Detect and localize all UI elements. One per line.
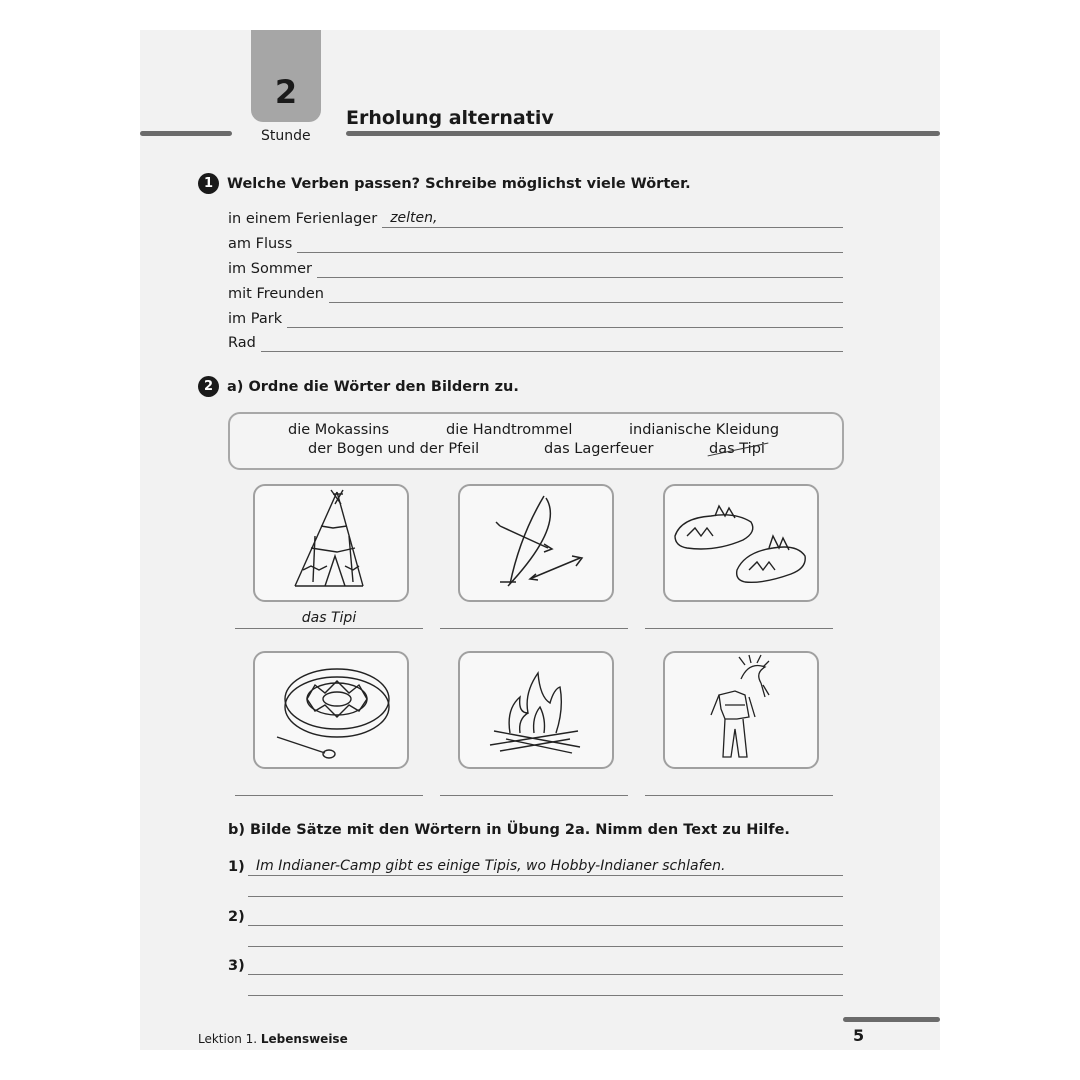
- lesson-tab: [251, 30, 321, 122]
- picture-card: [458, 651, 614, 769]
- header-rule-left: [140, 131, 232, 136]
- task-1-row: [228, 330, 843, 352]
- row-label: Rad: [228, 335, 256, 351]
- task-1-row: [228, 256, 843, 278]
- sentence-extra-line[interactable]: [248, 896, 843, 897]
- word-bank-item: die Handtrommel: [446, 422, 573, 438]
- footer-lesson-prefix: Lektion 1.: [198, 1032, 258, 1046]
- campfire-icon: [460, 653, 612, 767]
- sentence-row: [228, 953, 843, 975]
- bow-and-arrow-icon: [460, 486, 612, 600]
- moccasins-icon: [665, 486, 817, 600]
- task-1-number: 1: [198, 173, 219, 194]
- page-title: Erholung alternativ: [346, 107, 554, 129]
- sentence-number: 2): [228, 909, 245, 925]
- picture-card: [253, 651, 409, 769]
- row-label: in einem Ferienlager: [228, 211, 378, 227]
- task-1-heading: [198, 173, 691, 194]
- sentence-line[interactable]: Im Indianer-Camp gibt es einige Tipis, wo Hobby-Indianer schlafen.: [248, 857, 843, 876]
- footer-lesson-name: Lebensweise: [260, 1032, 348, 1046]
- sentence-extra-line[interactable]: [248, 946, 843, 947]
- word-bank-item-crossed: das Tipi: [709, 441, 765, 457]
- row-label: im Sommer: [228, 261, 312, 277]
- word-bank-item: das Lagerfeuer: [544, 441, 654, 457]
- native-clothing-icon: [665, 653, 817, 767]
- answer-line[interactable]: [261, 333, 843, 352]
- picture-answer-line[interactable]: [235, 775, 423, 796]
- hand-drum-icon: [255, 653, 407, 767]
- picture-answer-line[interactable]: [645, 775, 833, 796]
- row-label: mit Freunden: [228, 286, 324, 302]
- task-2a-heading: [198, 376, 519, 397]
- task-1-row: [228, 306, 843, 328]
- sentence-row: [228, 904, 843, 926]
- sentence-row: [228, 854, 843, 876]
- word-bank-item: der Bogen und der Pfeil: [308, 441, 480, 457]
- answer-line[interactable]: [287, 309, 843, 328]
- task-1-row: [228, 231, 843, 253]
- row-label: am Fluss: [228, 236, 293, 252]
- row-label: im Park: [228, 311, 283, 327]
- picture-card: [663, 484, 819, 602]
- lesson-number: 2: [274, 73, 298, 111]
- picture-answer-line[interactable]: [645, 608, 833, 629]
- task-2b-heading: [228, 822, 790, 838]
- picture-answer-line[interactable]: [440, 775, 628, 796]
- sentence-extra-line[interactable]: [248, 995, 843, 996]
- sentence-number: 3): [228, 958, 245, 974]
- word-bank: [228, 412, 844, 470]
- answer-line[interactable]: zelten,: [382, 209, 843, 228]
- answer-line[interactable]: [317, 259, 843, 278]
- task-1-instruction: Welche Verben passen? Schreibe möglichst viele Wörter.: [227, 175, 691, 192]
- task-2a-instruction: a) Ordne die Wörter den Bildern zu.: [227, 378, 519, 395]
- picture-answer-line[interactable]: das Tipi: [235, 608, 423, 629]
- word-bank-item: indianische Kleidung: [629, 422, 780, 438]
- task-2-number: 2: [198, 376, 219, 397]
- picture-card: [458, 484, 614, 602]
- word-bank-item: die Mokassins: [288, 422, 390, 438]
- picture-answer-line[interactable]: [440, 608, 628, 629]
- picture-card: [663, 651, 819, 769]
- tipi-icon: [255, 486, 407, 600]
- page-number: 5: [853, 1026, 865, 1045]
- lesson-label: Stunde: [261, 128, 311, 144]
- worksheet-page: [140, 30, 940, 1050]
- header-rule-right: [346, 131, 940, 136]
- task-1-row: [228, 281, 843, 303]
- sentence-line[interactable]: [248, 907, 843, 926]
- sentence-number: 1): [228, 859, 245, 875]
- footer-lesson: [198, 1032, 348, 1046]
- sentence-line[interactable]: [248, 956, 843, 975]
- answer-line[interactable]: [297, 234, 843, 253]
- picture-card: [253, 484, 409, 602]
- footer-rule: [843, 1017, 940, 1022]
- answer-line[interactable]: [329, 284, 843, 303]
- task-2b-instruction: b) Bilde Sätze mit den Wörtern in Übung 2a. Nimm den Text zu Hilfe.: [228, 822, 790, 838]
- task-1-row: [228, 206, 843, 228]
